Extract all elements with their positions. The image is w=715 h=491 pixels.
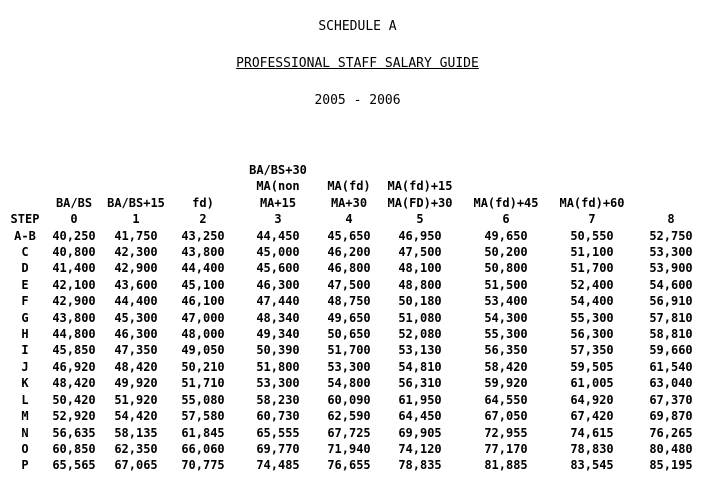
salary-cell: 45,850 — [52, 343, 96, 358]
salary-cell: 53,400 — [484, 294, 528, 309]
salary-cell: 65,555 — [256, 425, 300, 440]
header-cell: MA+30 — [330, 195, 368, 210]
salary-cell: 51,500 — [484, 277, 528, 292]
salary-cell: 51,080 — [398, 310, 442, 325]
salary-cell: 41,400 — [52, 261, 96, 276]
header-cell — [104, 178, 168, 194]
salary-cell: 57,810 — [649, 310, 693, 325]
salary-cell: 50,200 — [484, 245, 528, 260]
step-label: C — [21, 245, 29, 260]
header-cell: MA+15 — [259, 195, 297, 210]
salary-cell: 40,800 — [52, 245, 96, 260]
header-cell — [552, 178, 632, 194]
salary-cell: 46,100 — [181, 294, 225, 309]
salary-guide-subtitle — [0, 56, 715, 72]
salary-cell: 40,250 — [52, 228, 96, 243]
salary-cell: 69,870 — [649, 409, 693, 424]
salary-cell: 69,770 — [256, 441, 300, 456]
salary-cell: 43,800 — [181, 245, 225, 260]
salary-cell: 49,650 — [327, 310, 371, 325]
salary-cell: 49,920 — [114, 376, 158, 391]
header-cell — [632, 178, 710, 194]
header-row-step — [6, 211, 710, 227]
salary-cell: 43,800 — [52, 310, 96, 325]
salary-cell: 65,565 — [52, 458, 96, 473]
header-cell: MA(fd)+60 — [559, 195, 625, 210]
header-cell: MA(FD)+30 — [387, 195, 453, 210]
schedule-title: SCHEDULE A — [318, 19, 397, 34]
salary-cell: 55,300 — [570, 310, 614, 325]
table-row — [6, 342, 710, 358]
salary-cell: 42,900 — [114, 261, 158, 276]
salary-cell: 58,420 — [484, 359, 528, 374]
salary-cell: 47,440 — [256, 294, 300, 309]
salary-cell: 51,700 — [570, 261, 614, 276]
salary-cell: 53,300 — [327, 359, 371, 374]
salary-cell: 44,400 — [114, 294, 158, 309]
salary-cell: 52,400 — [570, 277, 614, 292]
salary-cell: 58,230 — [256, 392, 300, 407]
salary-cell: 43,600 — [114, 277, 158, 292]
salary-cell: 54,810 — [398, 359, 442, 374]
column-number: 1 — [132, 212, 140, 227]
salary-cell: 47,350 — [114, 343, 158, 358]
salary-cell: 56,635 — [52, 425, 96, 440]
header-cell — [168, 178, 238, 194]
salary-cell: 44,800 — [52, 327, 96, 342]
step-label: E — [21, 277, 29, 292]
salary-cell: 53,300 — [256, 376, 300, 391]
salary-cell: 63,040 — [649, 376, 693, 391]
salary-cell: 51,800 — [256, 359, 300, 374]
header-cell — [552, 162, 632, 178]
salary-cell: 64,450 — [398, 409, 442, 424]
salary-cell: 61,005 — [570, 376, 614, 391]
salary-cell: 50,180 — [398, 294, 442, 309]
salary-cell: 49,050 — [181, 343, 225, 358]
salary-cell: 50,650 — [327, 327, 371, 342]
salary-guide-subtitle-text: PROFESSIONAL STAFF SALARY GUIDE — [236, 56, 479, 71]
salary-cell: 43,250 — [181, 228, 225, 243]
header-cell — [6, 178, 44, 194]
table-row — [6, 441, 710, 457]
salary-cell: 48,420 — [52, 376, 96, 391]
table-row — [6, 244, 710, 260]
salary-cell: 78,830 — [570, 441, 614, 456]
step-label: O — [21, 441, 29, 456]
salary-cell: 47,500 — [398, 245, 442, 260]
salary-cell: 67,050 — [484, 409, 528, 424]
salary-cell: 54,420 — [114, 409, 158, 424]
salary-cell: 74,120 — [398, 441, 442, 456]
header-cell — [380, 162, 460, 178]
salary-cell: 42,100 — [52, 277, 96, 292]
step-label: H — [21, 327, 29, 342]
salary-cell: 67,065 — [114, 458, 158, 473]
salary-cell: 47,000 — [181, 310, 225, 325]
salary-cell: 45,100 — [181, 277, 225, 292]
salary-cell: 53,900 — [649, 261, 693, 276]
salary-cell: 48,420 — [114, 359, 158, 374]
step-label: G — [21, 310, 29, 325]
school-year: 2005 - 2006 — [314, 93, 401, 108]
salary-cell: 52,080 — [398, 327, 442, 342]
salary-cell: 54,400 — [570, 294, 614, 309]
header-row-2 — [6, 178, 710, 194]
salary-cell: 59,505 — [570, 359, 614, 374]
salary-cell: 46,200 — [327, 245, 371, 260]
table-row — [6, 375, 710, 391]
header-row-1 — [6, 162, 710, 178]
salary-cell: 85,195 — [649, 458, 693, 473]
header-cell — [460, 162, 552, 178]
step-label: A-B — [14, 228, 36, 243]
salary-cell: 67,420 — [570, 409, 614, 424]
header-cell: MA(fd) — [327, 179, 371, 194]
salary-cell: 60,850 — [52, 441, 96, 456]
column-number: 3 — [274, 212, 282, 227]
salary-cell: 52,920 — [52, 409, 96, 424]
salary-cell: 53,130 — [398, 343, 442, 358]
salary-cell: 56,300 — [570, 327, 614, 342]
salary-cell: 74,615 — [570, 425, 614, 440]
table-row — [6, 359, 710, 375]
step-label: M — [21, 409, 29, 424]
salary-cell: 50,210 — [181, 359, 225, 374]
column-number: 6 — [502, 212, 510, 227]
salary-cell: 55,080 — [181, 392, 225, 407]
salary-cell: 48,340 — [256, 310, 300, 325]
header-row-3 — [6, 195, 710, 211]
salary-cell: 56,310 — [398, 376, 442, 391]
step-column-header: STEP — [10, 212, 40, 227]
salary-cell: 47,500 — [327, 277, 371, 292]
salary-cell: 55,300 — [484, 327, 528, 342]
header-cell: MA(fd)+15 — [387, 179, 453, 194]
salary-cell: 58,135 — [114, 425, 158, 440]
salary-cell: 51,710 — [181, 376, 225, 391]
salary-cell: 59,920 — [484, 376, 528, 391]
salary-cell: 69,905 — [398, 425, 442, 440]
salary-cell: 50,800 — [484, 261, 528, 276]
salary-cell: 53,300 — [649, 245, 693, 260]
salary-cell: 48,750 — [327, 294, 371, 309]
salary-cell: 67,725 — [327, 425, 371, 440]
step-label: J — [21, 359, 29, 374]
salary-cell: 54,800 — [327, 376, 371, 391]
salary-cell: 45,650 — [327, 228, 371, 243]
salary-cell: 78,835 — [398, 458, 442, 473]
step-label: F — [21, 294, 29, 309]
salary-cell: 42,300 — [114, 245, 158, 260]
salary-cell: 81,885 — [484, 458, 528, 473]
salary-cell: 50,420 — [52, 392, 96, 407]
table-row — [6, 425, 710, 441]
table-row — [6, 260, 710, 276]
column-number: 4 — [345, 212, 353, 227]
salary-cell: 61,845 — [181, 425, 225, 440]
table-row — [6, 326, 710, 342]
salary-cell: 74,485 — [256, 458, 300, 473]
header-cell — [632, 162, 710, 178]
salary-cell: 51,920 — [114, 392, 158, 407]
salary-cell: 61,950 — [398, 392, 442, 407]
salary-cell: 62,590 — [327, 409, 371, 424]
salary-cell: 77,170 — [484, 441, 528, 456]
salary-cell: 60,730 — [256, 409, 300, 424]
salary-cell: 54,600 — [649, 277, 693, 292]
table-row — [6, 277, 710, 293]
salary-cell: 50,390 — [256, 343, 300, 358]
header-cell — [104, 162, 168, 178]
salary-cell: 46,950 — [398, 228, 442, 243]
salary-cell: 70,775 — [181, 458, 225, 473]
header-cell — [6, 162, 44, 178]
salary-cell: 66,060 — [181, 441, 225, 456]
salary-cell: 59,660 — [649, 343, 693, 358]
table-row — [6, 293, 710, 309]
salary-cell: 49,650 — [484, 228, 528, 243]
salary-cell: 64,550 — [484, 392, 528, 407]
header-cell: BA/BS+30 — [249, 163, 307, 177]
header-cell: BA/BS+15 — [107, 195, 165, 210]
salary-cell: 46,800 — [327, 261, 371, 276]
salary-cell: 67,370 — [649, 392, 693, 407]
salary-cell: 51,700 — [327, 343, 371, 358]
salary-cell: 64,920 — [570, 392, 614, 407]
salary-cell: 62,350 — [114, 441, 158, 456]
salary-cell: 44,450 — [256, 228, 300, 243]
salary-cell: 45,300 — [114, 310, 158, 325]
salary-cell: 51,100 — [570, 245, 614, 260]
table-row — [6, 457, 710, 473]
column-number: 7 — [588, 212, 596, 227]
header-cell — [6, 195, 44, 211]
column-number: 5 — [416, 212, 424, 227]
salary-cell: 80,480 — [649, 441, 693, 456]
salary-cell: 44,400 — [181, 261, 225, 276]
table-row — [6, 408, 710, 424]
salary-cell: 45,000 — [256, 245, 300, 260]
header-cell: MA(fd)+45 — [473, 195, 539, 210]
step-label: K — [21, 376, 29, 391]
salary-cell: 50,550 — [570, 228, 614, 243]
salary-cell: 56,910 — [649, 294, 693, 309]
column-number: 2 — [199, 212, 207, 227]
header-cell: BA/BS — [55, 195, 93, 210]
table-row — [6, 392, 710, 408]
salary-cell: 72,955 — [484, 425, 528, 440]
salary-cell: 48,100 — [398, 261, 442, 276]
salary-cell: 57,580 — [181, 409, 225, 424]
header-cell: MA(non — [256, 179, 300, 194]
salary-cell: 41,750 — [114, 228, 158, 243]
salary-cell: 49,340 — [256, 327, 300, 342]
step-label: D — [21, 261, 29, 276]
header-cell — [460, 178, 552, 194]
salary-cell: 61,540 — [649, 359, 693, 374]
salary-cell: 48,000 — [181, 327, 225, 342]
header-cell — [44, 162, 104, 178]
salary-cell: 58,810 — [649, 327, 693, 342]
step-label: L — [21, 392, 29, 407]
table-row — [6, 310, 710, 326]
step-label: P — [21, 458, 29, 473]
salary-cell: 76,265 — [649, 425, 693, 440]
salary-cell: 56,350 — [484, 343, 528, 358]
step-label: N — [21, 425, 29, 440]
salary-cell: 71,940 — [327, 441, 371, 456]
salary-cell: 42,900 — [52, 294, 96, 309]
header-cell: fd) — [192, 195, 214, 210]
salary-cell: 45,600 — [256, 261, 300, 276]
step-label: I — [21, 343, 29, 358]
header-cell — [168, 162, 238, 178]
salary-cell: 83,545 — [570, 458, 614, 473]
table-row — [6, 228, 710, 244]
salary-cell: 46,920 — [52, 359, 96, 374]
header-cell — [318, 162, 380, 178]
salary-cell: 52,750 — [649, 228, 693, 243]
column-number: 0 — [70, 212, 78, 227]
salary-table-body — [6, 228, 710, 474]
salary-table — [6, 162, 710, 474]
salary-cell: 46,300 — [256, 277, 300, 292]
salary-cell: 46,300 — [114, 327, 158, 342]
salary-cell: 48,800 — [398, 277, 442, 292]
salary-cell: 76,655 — [327, 458, 371, 473]
header-cell — [632, 195, 710, 211]
header-cell — [44, 178, 104, 194]
salary-cell: 57,350 — [570, 343, 614, 358]
column-number: 8 — [667, 212, 675, 227]
salary-cell: 54,300 — [484, 310, 528, 325]
salary-cell: 60,090 — [327, 392, 371, 407]
salary-table-header — [6, 162, 710, 228]
